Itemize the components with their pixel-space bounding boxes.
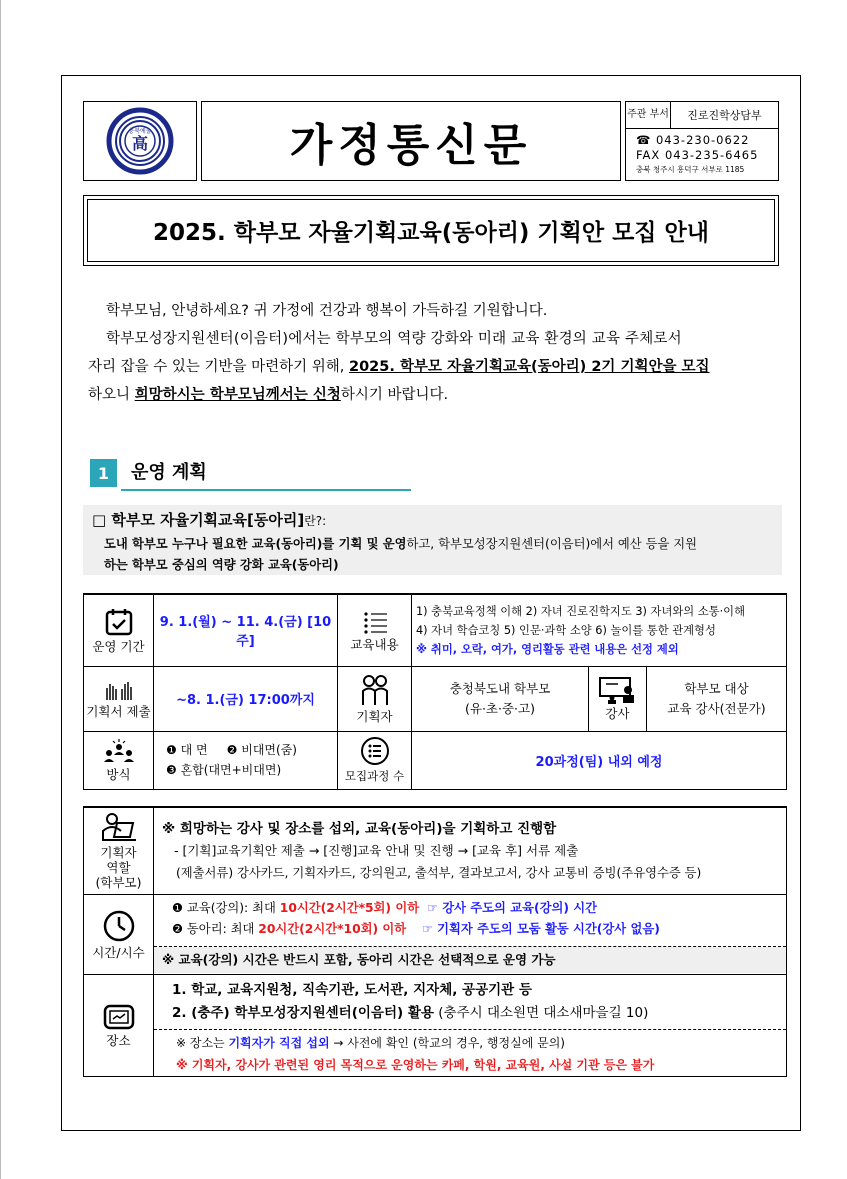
place-note-1a: ※ 장소는 [176, 1035, 229, 1050]
definition-heading [92, 509, 326, 530]
time-1a: ❶ 교육(강의): 최대 [172, 901, 280, 915]
group-meeting-icon [102, 739, 136, 765]
intro-line-4a: 하오니 [88, 387, 135, 403]
lecturer-label-cell [589, 666, 647, 731]
planner-value-2: (유·초·중·고) [465, 700, 535, 716]
place-label-cell [84, 974, 154, 1076]
submit-value: ~8. 1.(금) 17:00까지 [154, 666, 338, 731]
time-2b: 20시간(2시간*10회) 이하 [258, 922, 407, 936]
method-option-2: ❷ 비대면(줌) [226, 743, 297, 757]
role-cell [154, 807, 787, 894]
place-2 [172, 1002, 786, 1025]
list-circle-icon [360, 736, 390, 766]
intro-line-4b: 하시기 바랍니다. [340, 387, 449, 403]
role-docs: (제출서류) 강사카드, 기획자카드, 강의원고, 출석부, 결과보고서, 강사 교통비 증빙(주유영수증 등) [176, 865, 702, 880]
time-2c: ☞ 기획자 주도의 모둠 활동 시간(강사 없음) [421, 922, 660, 936]
time-option-1 [172, 898, 786, 919]
place-note-1 [176, 1032, 786, 1054]
method-option-1: ❶ 대 면 [166, 743, 208, 757]
section-number: 1 [90, 459, 117, 487]
definition-heading-main: □ 학부모 자율기획교육[동아리] [92, 511, 305, 529]
place-note-1b: 기획자가 직접 섭외 [228, 1035, 330, 1050]
place-options [154, 975, 786, 1030]
calendar-check-icon [104, 607, 134, 637]
method-label: 방식 [106, 766, 131, 782]
content-label: 교육내용 [350, 636, 399, 652]
time-options [154, 895, 786, 947]
time-2a: ❷ 동아리: 최대 [172, 922, 259, 936]
submit-label: 기획서 제출 [86, 704, 151, 719]
time-option-2 [172, 919, 786, 940]
detail-table [83, 806, 787, 1077]
role-label-cell [84, 807, 154, 894]
definition-text-2: 하는 학부모 중심의 역량 강화 교육(동아리) [104, 558, 339, 572]
section-underline [121, 489, 411, 491]
intro-line-4-underline: 희망하시는 학부모님께서는 신청 [134, 387, 341, 403]
role-label-3: (학부모) [95, 875, 142, 891]
method-label-cell [84, 731, 154, 789]
content-cell [412, 594, 787, 666]
time-label-cell [84, 894, 154, 974]
role-flow: - [기획]교육기획안 제출 → [진행]교육 안내 및 진행 → [교육 후] 서류 제출 [174, 842, 579, 858]
role-label-2: 역할 [106, 860, 131, 876]
place-2a: 2. (충주) 학부모성장지원센터(이음터) 활용 [172, 1004, 434, 1021]
section-title: 운영 계획 [131, 462, 207, 483]
school-logo-box [83, 101, 197, 181]
period-label: 운영 기간 [92, 638, 145, 654]
emblem-ring-text: 충북예술 [128, 128, 152, 135]
place-note-1c: → 사전에 확인 (학교의 경우, 행정실에 문의) [329, 1035, 565, 1050]
planner-value-1: 충청북도내 학부모 [449, 680, 551, 696]
count-label: 모집과정 수 [344, 769, 405, 783]
lecturer-value-1: 학부모 대상 [684, 680, 749, 696]
definition-text-1b: 하고, 학부모성장지원센터(이음터)에서 예산 등을 지원 [406, 537, 698, 551]
role-label-1: 기획자 [100, 845, 137, 861]
dept-address: 충북 청주시 흥덕구 서부로 1185 [636, 165, 745, 174]
place-label: 장소 [106, 1032, 131, 1048]
role-main: ※ 희망하는 강사 및 장소를 섭외, 교육(동아리)을 기획하고 진행함 [162, 820, 557, 837]
count-label-cell [338, 731, 412, 789]
plan-table [83, 593, 787, 790]
dept-label: 주관 부서 [626, 102, 671, 128]
lecturer-cell [647, 666, 787, 731]
content-line-2: 4) 자녀 학습코칭 5) 인문·과학 소양 6) 놀이를 통한 관계형성 [416, 623, 716, 637]
submit-label-cell [84, 666, 154, 731]
planner-cell [412, 666, 589, 731]
count-value: 20과정(팀) 내외 예정 [412, 731, 787, 789]
method-cell [154, 731, 338, 789]
definition-text-1: 도내 학부모 누구나 필요한 교육(동아리)를 기획 및 운영 [104, 537, 407, 551]
definition-heading-suffix: 란?: [304, 514, 327, 528]
dept-phone: ☎ 043-230-0622 [636, 133, 750, 147]
list-icon [360, 609, 390, 635]
time-cell [154, 894, 787, 974]
planner-label: 기획자 [356, 709, 393, 724]
dept-info [625, 101, 779, 181]
definition-text [104, 534, 776, 576]
dept-name: 진로진학상담부 [687, 109, 762, 122]
intro-text [88, 297, 778, 409]
method-option-3: ❸ 혼합(대면+비대면) [166, 763, 282, 777]
page-title: 가정통신문 [201, 101, 621, 181]
people-icon [358, 673, 392, 707]
notice-title: 2025. 학부모 자율기획교육(동아리) 기획안 모집 안내 [83, 195, 779, 266]
planner-label-cell [338, 666, 412, 731]
place-notes [154, 1030, 786, 1076]
laptop-user-icon [100, 811, 138, 843]
intro-line-3a: 자리 잡을 수 있는 기반을 마련하기 위해, [88, 359, 349, 375]
intro-line-4 [88, 381, 778, 409]
place-note-2: ※ 기획자, 강사가 관련된 영리 목적으로 운영하는 카페, 학원, 교육원, 사설 기관 등은 불가 [176, 1057, 655, 1072]
time-1b: 10시간(2시간*5회) 이하 [279, 901, 420, 915]
lecturer-label: 강사 [605, 706, 630, 721]
period-label-cell [84, 594, 154, 666]
intro-line-2: 학부모성장지원센터(이음터)에서는 학부모의 역량 강화와 미래 교육 환경의 교육 주체로서 [106, 331, 682, 347]
content-note: ※ 취미, 오락, 여가, 영리활동 관련 내용은 선정 제외 [416, 642, 679, 656]
dept-fax: FAX 043-235-6465 [636, 148, 759, 162]
clock-icon [102, 909, 136, 943]
content-line-1: 1) 충북교육정책 이해 2) 자녀 진로진학지도 3) 자녀와의 소통·이해 [416, 604, 746, 618]
monitor-icon [102, 1003, 136, 1031]
content-label-cell [338, 594, 412, 666]
intro-line-3 [88, 353, 778, 381]
school-emblem-icon [84, 102, 196, 180]
time-label: 시간/시수 [92, 944, 145, 960]
place-1: 1. 학교, 교육지원청, 직속기관, 도서관, 지자체, 공공기관 등 [172, 981, 532, 998]
presentation-icon [598, 676, 638, 704]
intro-line-1: 학부모님, 안녕하세요? 귀 가정에 건강과 행복이 가득하길 기원합니다. [106, 303, 548, 319]
time-note: ※ 교육(강의) 시간은 반드시 포함, 동아리 시간은 선택적으로 운영 가능 [154, 947, 786, 973]
lecturer-value-2: 교육 강사(전문가) [667, 700, 766, 716]
intro-line-3-underline: 2025. 학부모 자율기획교육(동아리) 2기 기획안을 모집 [348, 359, 710, 375]
raised-hands-icon [103, 678, 135, 702]
place-2b: (충주시 대소원면 대소새마을길 10) [433, 1004, 649, 1021]
emblem-char: 高 [131, 134, 149, 153]
period-value: 9. 1.(월) ~ 11. 4.(금) [10주] [154, 594, 338, 666]
place-cell [154, 974, 787, 1076]
time-1c: ☞ 강사 주도의 교육(강의) 시간 [426, 901, 597, 915]
page-edge [0, 0, 1, 1179]
